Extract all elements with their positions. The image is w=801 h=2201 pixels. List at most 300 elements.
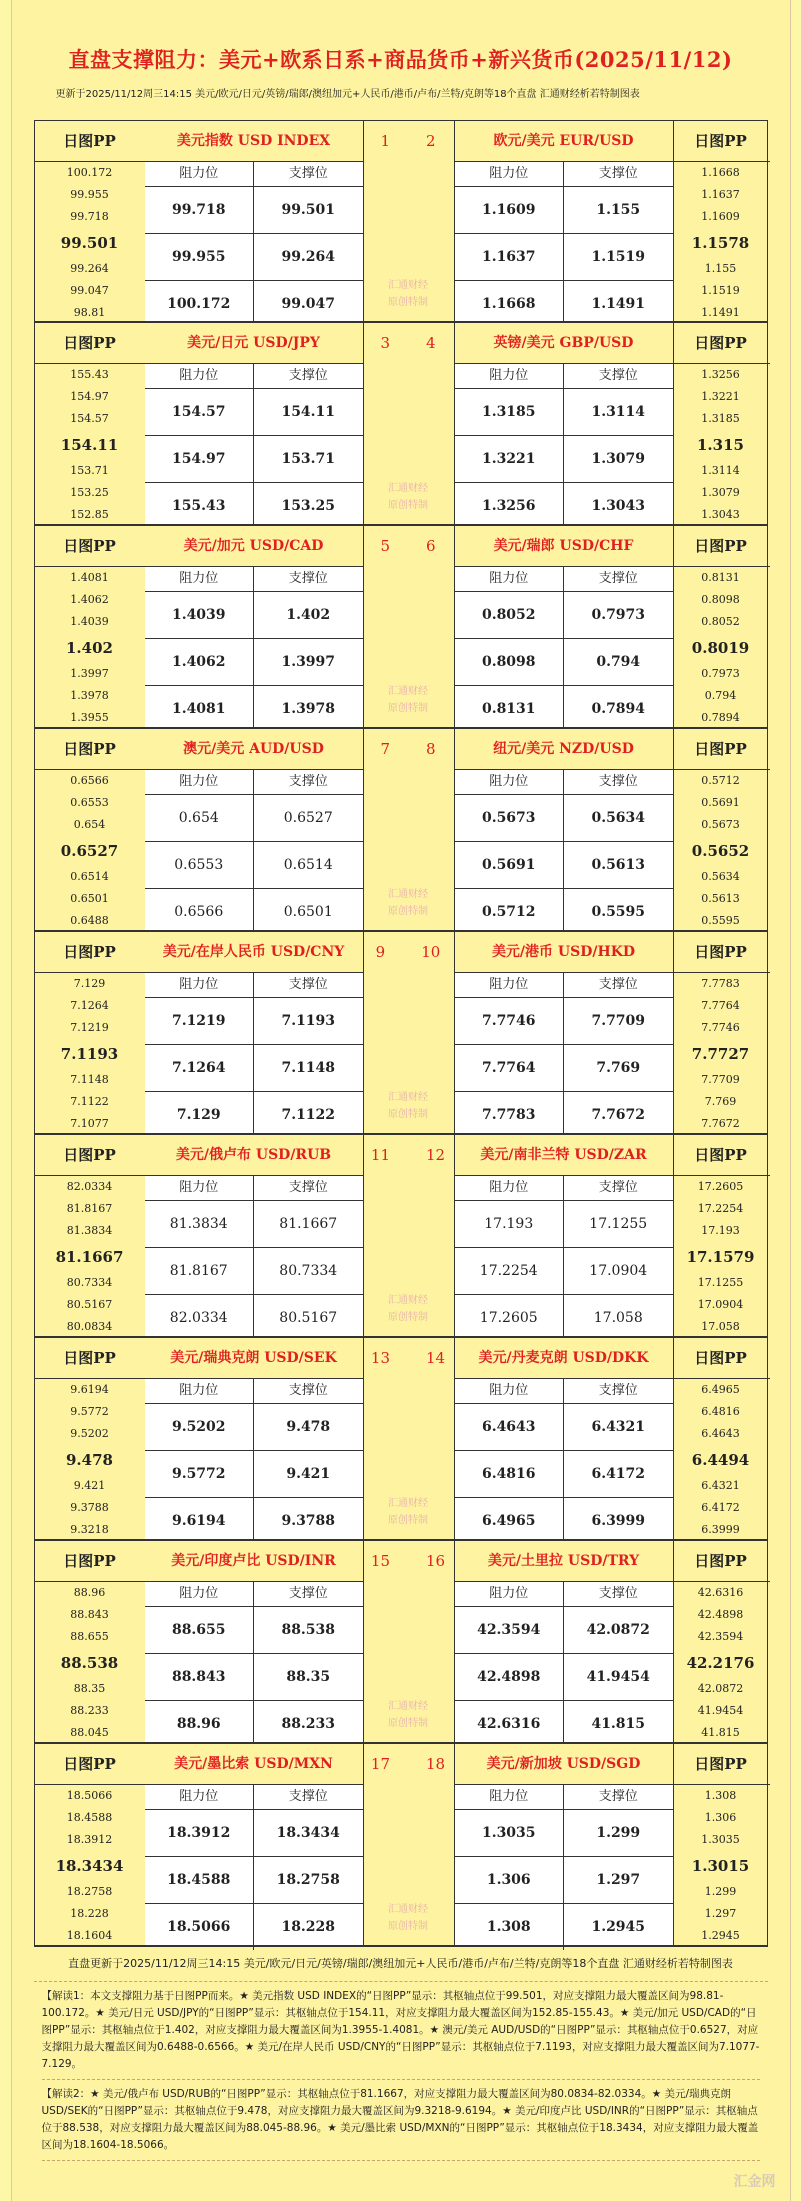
right-levels-table: [454, 1338, 674, 1539]
levels-header: [145, 1785, 363, 1810]
pp-value: 0.8131: [701, 571, 740, 584]
support-value: 1.402: [286, 607, 331, 623]
pp-value: 82.0334: [66, 1180, 113, 1193]
resistance-value: 0.6553: [145, 842, 255, 888]
support-value: 1.1519: [591, 249, 646, 265]
pp-value: 0.7973: [701, 667, 740, 680]
left-levels-table: [145, 1135, 364, 1336]
resistance-value: 17.193: [455, 1201, 565, 1247]
levels-header: [145, 1379, 363, 1404]
levels-header: [455, 364, 673, 389]
levels-row: [455, 1654, 673, 1701]
levels-header: [145, 1582, 363, 1607]
support-value: 7.7672: [591, 1107, 646, 1123]
levels-row: [145, 1857, 363, 1904]
support-value: 154.11: [281, 404, 336, 420]
pp-header: 日图PP: [672, 1338, 770, 1379]
pp-value: 80.0834: [66, 1320, 113, 1333]
levels-row: [455, 389, 673, 436]
levels-row: [455, 1498, 673, 1544]
pp-value: 0.5613: [701, 892, 740, 905]
right-levels-table: [454, 1541, 674, 1742]
pp-value: 42.4898: [697, 1608, 744, 1621]
resistance-value: 42.4898: [455, 1654, 565, 1700]
levels-header: [455, 973, 673, 998]
pair-numbers: [363, 526, 454, 566]
watermark-line: 原创特制: [388, 906, 428, 917]
resistance-value: 0.5712: [455, 889, 565, 935]
pp-value: 6.4172: [701, 1501, 740, 1514]
resistance-header: 阻力位: [455, 1582, 565, 1606]
levels-row: [145, 187, 363, 234]
resistance-header: 阻力位: [455, 567, 565, 591]
pp-value: 100.172: [66, 166, 113, 179]
right-levels-table: [454, 1135, 674, 1336]
watermark-line: 原创特制: [388, 1921, 428, 1932]
watermark: [363, 1292, 454, 1326]
center-column: [363, 729, 454, 930]
support-value: 9.421: [286, 1466, 331, 1482]
pair-name: 美元指数 USD INDEX: [145, 121, 363, 162]
pp-value: 155.43: [70, 368, 109, 381]
levels-row: [455, 842, 673, 889]
support-value: 18.3434: [276, 1825, 340, 1841]
pp-value: 1.4081: [70, 571, 109, 584]
support-value: 0.5613: [591, 857, 646, 873]
resistance-value: 1.4081: [145, 686, 255, 732]
support-value: 153.25: [281, 498, 336, 514]
pair-name: 美元/新加坡 USD/SGD: [455, 1744, 673, 1785]
note-1: 【解读1：本文支撑阻力基于日图PP而来。★ 美元指数 USD INDEX的“日图PP”显示：其枢轴点位于99.501，对应支撑阻力最大覆盖区间为98.81-100.172。★ 美元/日元 USD/JPY的“日图PP”显示：其枢轴点位于154.11，对应支撑阻力最大覆盖区间为152.85-155.43。★ 美元/加元 USD/CAD的“日图PP”显示：其枢轴点位于1.402，对应支撑阻力最大覆盖区间为1.3955-1.4081。★ 澳元/美元 AUD/USD的“日图PP”显示：其枢轴点位于0.6527，对应支撑阻力最大覆盖区间为0.6488-0.6566。★ 美元/在岸人民币 USD/CNY的“日图PP”显示：其枢轴点位于7.1193，对应支撑阻力最大覆盖区间为7.1077-7.129。: [42, 1988, 760, 2080]
resistance-value: 82.0334: [145, 1295, 255, 1341]
watermark-line: 原创特制: [388, 1718, 428, 1729]
pp-value: 42.0872: [697, 1682, 744, 1695]
support-value: 81.1667: [279, 1216, 338, 1232]
center-column: [363, 1744, 454, 1945]
support-value: 0.794: [596, 654, 641, 670]
pp-value: 6.3999: [701, 1523, 740, 1536]
resistance-header: 阻力位: [145, 973, 255, 997]
watermark-line: 原创特制: [388, 1109, 428, 1120]
support-value: 0.6514: [283, 857, 333, 873]
resistance-value: 1.4039: [145, 592, 255, 638]
pp-header: 日图PP: [672, 121, 770, 162]
support-value: 0.6527: [283, 810, 333, 826]
pp-value: 9.3218: [70, 1523, 109, 1536]
left-pp-column: [35, 729, 146, 930]
pair-numbers: [363, 121, 454, 161]
left-pair-number: 9: [375, 943, 386, 961]
pair-name: 美元/土里拉 USD/TRY: [455, 1541, 673, 1582]
right-pp-column: [672, 1541, 770, 1742]
support-header: 支撑位: [598, 1383, 638, 1398]
support-value: 18.2758: [276, 1872, 340, 1888]
support-value: 88.538: [281, 1622, 336, 1638]
right-pair-number: 18: [426, 1755, 446, 1773]
pp-value: 81.8167: [66, 1202, 113, 1215]
support-value: 88.233: [281, 1716, 336, 1732]
pp-value: 0.8098: [701, 593, 740, 606]
page-subtitle: 更新于2025/11/12周三14:15 美元/欧元/日元/英镑/瑞郎/澳纽加元+人民币/港币/卢布/兰特/克朗等18个直盘 汇通财经析若特制图表: [55, 89, 640, 100]
pp-value: 98.81: [73, 306, 106, 319]
watermark-line: 原创特制: [388, 500, 428, 511]
pp-value: 41.815: [701, 1726, 740, 1739]
left-pp-column: [35, 121, 146, 321]
support-value: 42.0872: [586, 1622, 650, 1638]
pp-value: 1.1519: [701, 284, 740, 297]
pp-pivot-value: 0.5652: [691, 842, 750, 860]
support-value: 6.4321: [591, 1419, 646, 1435]
pp-value: 1.3043: [701, 508, 740, 521]
pair-block: [35, 526, 767, 729]
levels-row: [145, 1092, 363, 1138]
pp-pivot-value: 42.2176: [686, 1654, 755, 1672]
levels-row: [145, 592, 363, 639]
pp-value: 18.5066: [66, 1789, 113, 1802]
support-header: 支撑位: [288, 166, 328, 181]
resistance-value: 154.57: [145, 389, 255, 435]
levels-header: [455, 1785, 673, 1810]
resistance-value: 17.2254: [455, 1248, 565, 1294]
resistance-header: 阻力位: [145, 1176, 255, 1200]
levels-row: [145, 234, 363, 281]
pp-value: 1.1668: [701, 166, 740, 179]
support-header: 支撑位: [288, 1180, 328, 1195]
support-value: 1.2945: [591, 1919, 646, 1935]
pair-numbers: [363, 932, 454, 972]
right-pp-column: [672, 121, 770, 321]
pp-header: 日图PP: [672, 1541, 770, 1582]
resistance-header: 阻力位: [145, 162, 255, 186]
resistance-value: 155.43: [145, 483, 255, 529]
pp-value: 7.1077: [70, 1117, 109, 1130]
left-levels-table: [145, 729, 364, 930]
left-levels-table: [145, 1338, 364, 1539]
right-levels-table: [454, 121, 674, 321]
support-header: 支撑位: [598, 571, 638, 586]
support-value: 41.815: [591, 1716, 646, 1732]
support-header: 支撑位: [598, 1180, 638, 1195]
support-value: 99.501: [281, 202, 336, 218]
pp-value: 88.045: [70, 1726, 109, 1739]
levels-row: [455, 436, 673, 483]
resistance-value: 0.8098: [455, 639, 565, 685]
pp-header: 日图PP: [672, 1744, 770, 1785]
resistance-value: 6.4643: [455, 1404, 565, 1450]
pp-header: 日图PP: [35, 323, 145, 364]
pp-value: 17.1255: [697, 1276, 744, 1289]
support-value: 0.6501: [283, 904, 333, 920]
levels-row: [145, 1404, 363, 1451]
pp-value: 88.96: [73, 1586, 106, 1599]
levels-row: [455, 483, 673, 529]
pair-name: 美元/港币 USD/HKD: [455, 932, 673, 973]
resistance-value: 7.7764: [455, 1045, 565, 1091]
levels-row: [455, 1404, 673, 1451]
levels-header: [455, 162, 673, 187]
pp-pivot-value: 17.1579: [686, 1248, 755, 1266]
pair-block: [35, 1541, 767, 1744]
pair-numbers: [363, 729, 454, 769]
support-header: 支撑位: [288, 368, 328, 383]
pp-value: 81.3834: [66, 1224, 113, 1237]
watermark-line: 汇通财经: [388, 1092, 428, 1103]
right-levels-table: [454, 526, 674, 727]
support-value: 80.7334: [279, 1263, 338, 1279]
support-value: 0.7973: [591, 607, 646, 623]
pp-header: 日图PP: [672, 323, 770, 364]
support-value: 9.478: [286, 1419, 331, 1435]
support-value: 7.1148: [281, 1060, 336, 1076]
levels-header: [145, 770, 363, 795]
pp-value: 6.4643: [701, 1427, 740, 1440]
pp-pivot-value: 154.11: [60, 436, 119, 454]
support-value: 1.297: [596, 1872, 641, 1888]
pair-name: 美元/日元 USD/JPY: [145, 323, 363, 364]
resistance-header: 阻力位: [455, 973, 565, 997]
pair-block: [35, 932, 767, 1135]
resistance-header: 阻力位: [145, 1582, 255, 1606]
pp-pivot-value: 1.3015: [691, 1857, 750, 1875]
support-value: 7.769: [596, 1060, 641, 1076]
left-levels-table: [145, 526, 364, 727]
pair-numbers: [363, 323, 454, 363]
levels-header: [145, 162, 363, 187]
pp-value: 1.1609: [701, 210, 740, 223]
right-pp-column: [672, 729, 770, 930]
levels-row: [455, 1701, 673, 1747]
pp-value: 1.3955: [70, 711, 109, 724]
resistance-header: 阻力位: [455, 770, 565, 794]
left-levels-table: [145, 323, 364, 524]
resistance-value: 0.6566: [145, 889, 255, 935]
pp-header: 日图PP: [35, 1338, 145, 1379]
support-value: 18.228: [281, 1919, 336, 1935]
resistance-value: 154.97: [145, 436, 255, 482]
pp-value: 153.71: [70, 464, 109, 477]
page-title: 直盘支撑阻力：美元+欧系日系+商品货币+新兴货币(2025/11/12): [68, 47, 733, 72]
pp-value: 154.57: [70, 412, 109, 425]
watermark-line: 原创特制: [388, 1515, 428, 1526]
right-pair-number: 2: [426, 132, 436, 150]
levels-row: [455, 1607, 673, 1654]
resistance-value: 1.3035: [455, 1810, 565, 1856]
resistance-header: 阻力位: [145, 770, 255, 794]
pair-name: 纽元/美元 NZD/USD: [455, 729, 673, 770]
support-value: 1.299: [596, 1825, 641, 1841]
watermark: [363, 1901, 454, 1935]
pp-value: 1.1637: [701, 188, 740, 201]
levels-row: [145, 389, 363, 436]
pp-value: 1.3221: [701, 390, 740, 403]
watermark: [363, 1495, 454, 1529]
watermark-line: 汇通财经: [388, 1295, 428, 1306]
pp-value: 1.155: [704, 262, 737, 275]
support-value: 0.7894: [591, 701, 646, 717]
levels-row: [455, 1092, 673, 1138]
support-value: 1.3978: [281, 701, 336, 717]
levels-row: [145, 1295, 363, 1341]
left-pair-number: 11: [370, 1146, 390, 1164]
support-value: 1.3114: [591, 404, 646, 420]
right-pp-column: [672, 526, 770, 727]
right-pair-number: 4: [426, 334, 436, 352]
levels-row: [455, 686, 673, 732]
resistance-value: 6.4965: [455, 1498, 565, 1544]
pair-name: 美元/南非兰特 USD/ZAR: [455, 1135, 673, 1176]
resistance-value: 1.1637: [455, 234, 565, 280]
support-value: 9.3788: [281, 1513, 336, 1529]
center-column: [363, 1135, 454, 1336]
pairs-table: [34, 120, 768, 1947]
levels-row: [145, 998, 363, 1045]
pair-block: [35, 323, 767, 526]
pp-value: 1.3256: [701, 368, 740, 381]
pp-value: 1.1491: [701, 306, 740, 319]
pair-block: [35, 1338, 767, 1541]
support-value: 41.9454: [586, 1669, 650, 1685]
right-pair-number: 12: [426, 1146, 446, 1164]
pp-value: 0.5673: [701, 818, 740, 831]
pp-value: 0.6553: [70, 796, 109, 809]
levels-row: [145, 889, 363, 935]
pp-value: 9.5202: [70, 1427, 109, 1440]
pp-pivot-value: 88.538: [60, 1654, 119, 1672]
right-levels-table: [454, 323, 674, 524]
pair-name: 美元/墨比索 USD/MXN: [145, 1744, 363, 1785]
resistance-header: 阻力位: [455, 162, 565, 186]
resistance-value: 0.5691: [455, 842, 565, 888]
resistance-header: 阻力位: [455, 1176, 565, 1200]
pp-value: 0.5595: [701, 914, 740, 927]
levels-row: [455, 592, 673, 639]
pair-name: 美元/印度卢比 USD/INR: [145, 1541, 363, 1582]
left-pair-number: 3: [380, 334, 390, 352]
resistance-value: 18.4588: [145, 1857, 255, 1903]
support-value: 1.3997: [281, 654, 336, 670]
pp-value: 9.5772: [70, 1405, 109, 1418]
pp-value: 42.3594: [697, 1630, 744, 1643]
support-value: 17.0904: [589, 1263, 648, 1279]
pp-value: 0.5712: [701, 774, 740, 787]
pp-pivot-value: 1.402: [66, 639, 113, 657]
pp-pivot-value: 9.478: [66, 1451, 113, 1469]
pair-name: 美元/瑞典克朗 USD/SEK: [145, 1338, 363, 1379]
resistance-value: 18.3912: [145, 1810, 255, 1856]
left-pair-number: 7: [380, 740, 390, 758]
resistance-header: 阻力位: [145, 364, 255, 388]
pp-value: 17.2605: [697, 1180, 744, 1193]
pair-block: [35, 729, 767, 932]
pp-value: 9.3788: [70, 1501, 109, 1514]
left-levels-table: [145, 932, 364, 1133]
levels-header: [455, 1582, 673, 1607]
resistance-value: 1.3185: [455, 389, 565, 435]
left-pp-column: [35, 1744, 146, 1945]
pp-value: 17.2254: [697, 1202, 744, 1215]
pp-value: 18.228: [70, 1907, 109, 1920]
watermark: [363, 277, 454, 311]
pp-value: 0.654: [73, 818, 106, 831]
right-levels-table: [454, 1744, 674, 1945]
pair-name: 美元/瑞郎 USD/CHF: [455, 526, 673, 567]
pp-pivot-value: 1.315: [697, 436, 744, 454]
right-pair-number: 10: [421, 943, 441, 961]
pp-header: 日图PP: [672, 1135, 770, 1176]
resistance-value: 81.3834: [145, 1201, 255, 1247]
left-pp-column: [35, 1338, 146, 1539]
pp-value: 7.129: [73, 977, 106, 990]
pp-header: 日图PP: [35, 121, 145, 162]
levels-row: [145, 1498, 363, 1544]
watermark: [363, 1698, 454, 1732]
pp-header: 日图PP: [35, 729, 145, 770]
left-levels-table: [145, 121, 364, 321]
pp-value: 1.4062: [70, 593, 109, 606]
pp-value: 18.1604: [66, 1929, 113, 1942]
levels-row: [145, 1904, 363, 1950]
pp-value: 18.4588: [66, 1811, 113, 1824]
watermark-line: 汇通财经: [388, 483, 428, 494]
right-pp-column: [672, 1338, 770, 1539]
resistance-value: 88.96: [145, 1701, 255, 1747]
levels-row: [145, 639, 363, 686]
levels-row: [455, 187, 673, 234]
watermark-line: 原创特制: [388, 297, 428, 308]
levels-row: [145, 1248, 363, 1295]
pp-pivot-value: 6.4494: [691, 1451, 750, 1469]
resistance-header: 阻力位: [455, 1785, 565, 1809]
right-levels-table: [454, 932, 674, 1133]
right-pp-column: [672, 323, 770, 524]
pp-value: 7.7746: [701, 1021, 740, 1034]
pair-name: 澳元/美元 AUD/USD: [145, 729, 363, 770]
watermark-line: 汇通财经: [388, 280, 428, 291]
pp-value: 0.7894: [701, 711, 740, 724]
center-column: [363, 121, 454, 321]
center-column: [363, 1541, 454, 1742]
support-value: 80.5167: [279, 1310, 338, 1326]
resistance-value: 42.6316: [455, 1701, 565, 1747]
pp-value: 7.7764: [701, 999, 740, 1012]
support-value: 99.264: [281, 249, 336, 265]
levels-header: [145, 1176, 363, 1201]
pair-name: 美元/丹麦克朗 USD/DKK: [455, 1338, 673, 1379]
pp-value: 7.769: [704, 1095, 737, 1108]
support-value: 7.1193: [281, 1013, 336, 1029]
pp-value: 18.2758: [66, 1885, 113, 1898]
right-pp-column: [672, 1135, 770, 1336]
resistance-value: 18.5066: [145, 1904, 255, 1950]
support-header: 支撑位: [598, 1586, 638, 1601]
pp-pivot-value: 1.1578: [691, 234, 750, 252]
resistance-value: 7.1219: [145, 998, 255, 1044]
pp-value: 17.193: [701, 1224, 740, 1237]
right-levels-table: [454, 729, 674, 930]
pp-value: 41.9454: [697, 1704, 744, 1717]
resistance-value: 88.655: [145, 1607, 255, 1653]
pair-numbers: [363, 1541, 454, 1581]
support-value: 88.35: [286, 1669, 331, 1685]
pp-value: 0.6566: [70, 774, 109, 787]
pp-pivot-value: 7.1193: [60, 1045, 119, 1063]
pair-name: 欧元/美元 EUR/USD: [455, 121, 673, 162]
pair-block: [35, 120, 767, 323]
pp-value: 7.1219: [70, 1021, 109, 1034]
levels-header: [145, 973, 363, 998]
support-header: 支撑位: [288, 1789, 328, 1804]
left-levels-table: [145, 1744, 364, 1945]
